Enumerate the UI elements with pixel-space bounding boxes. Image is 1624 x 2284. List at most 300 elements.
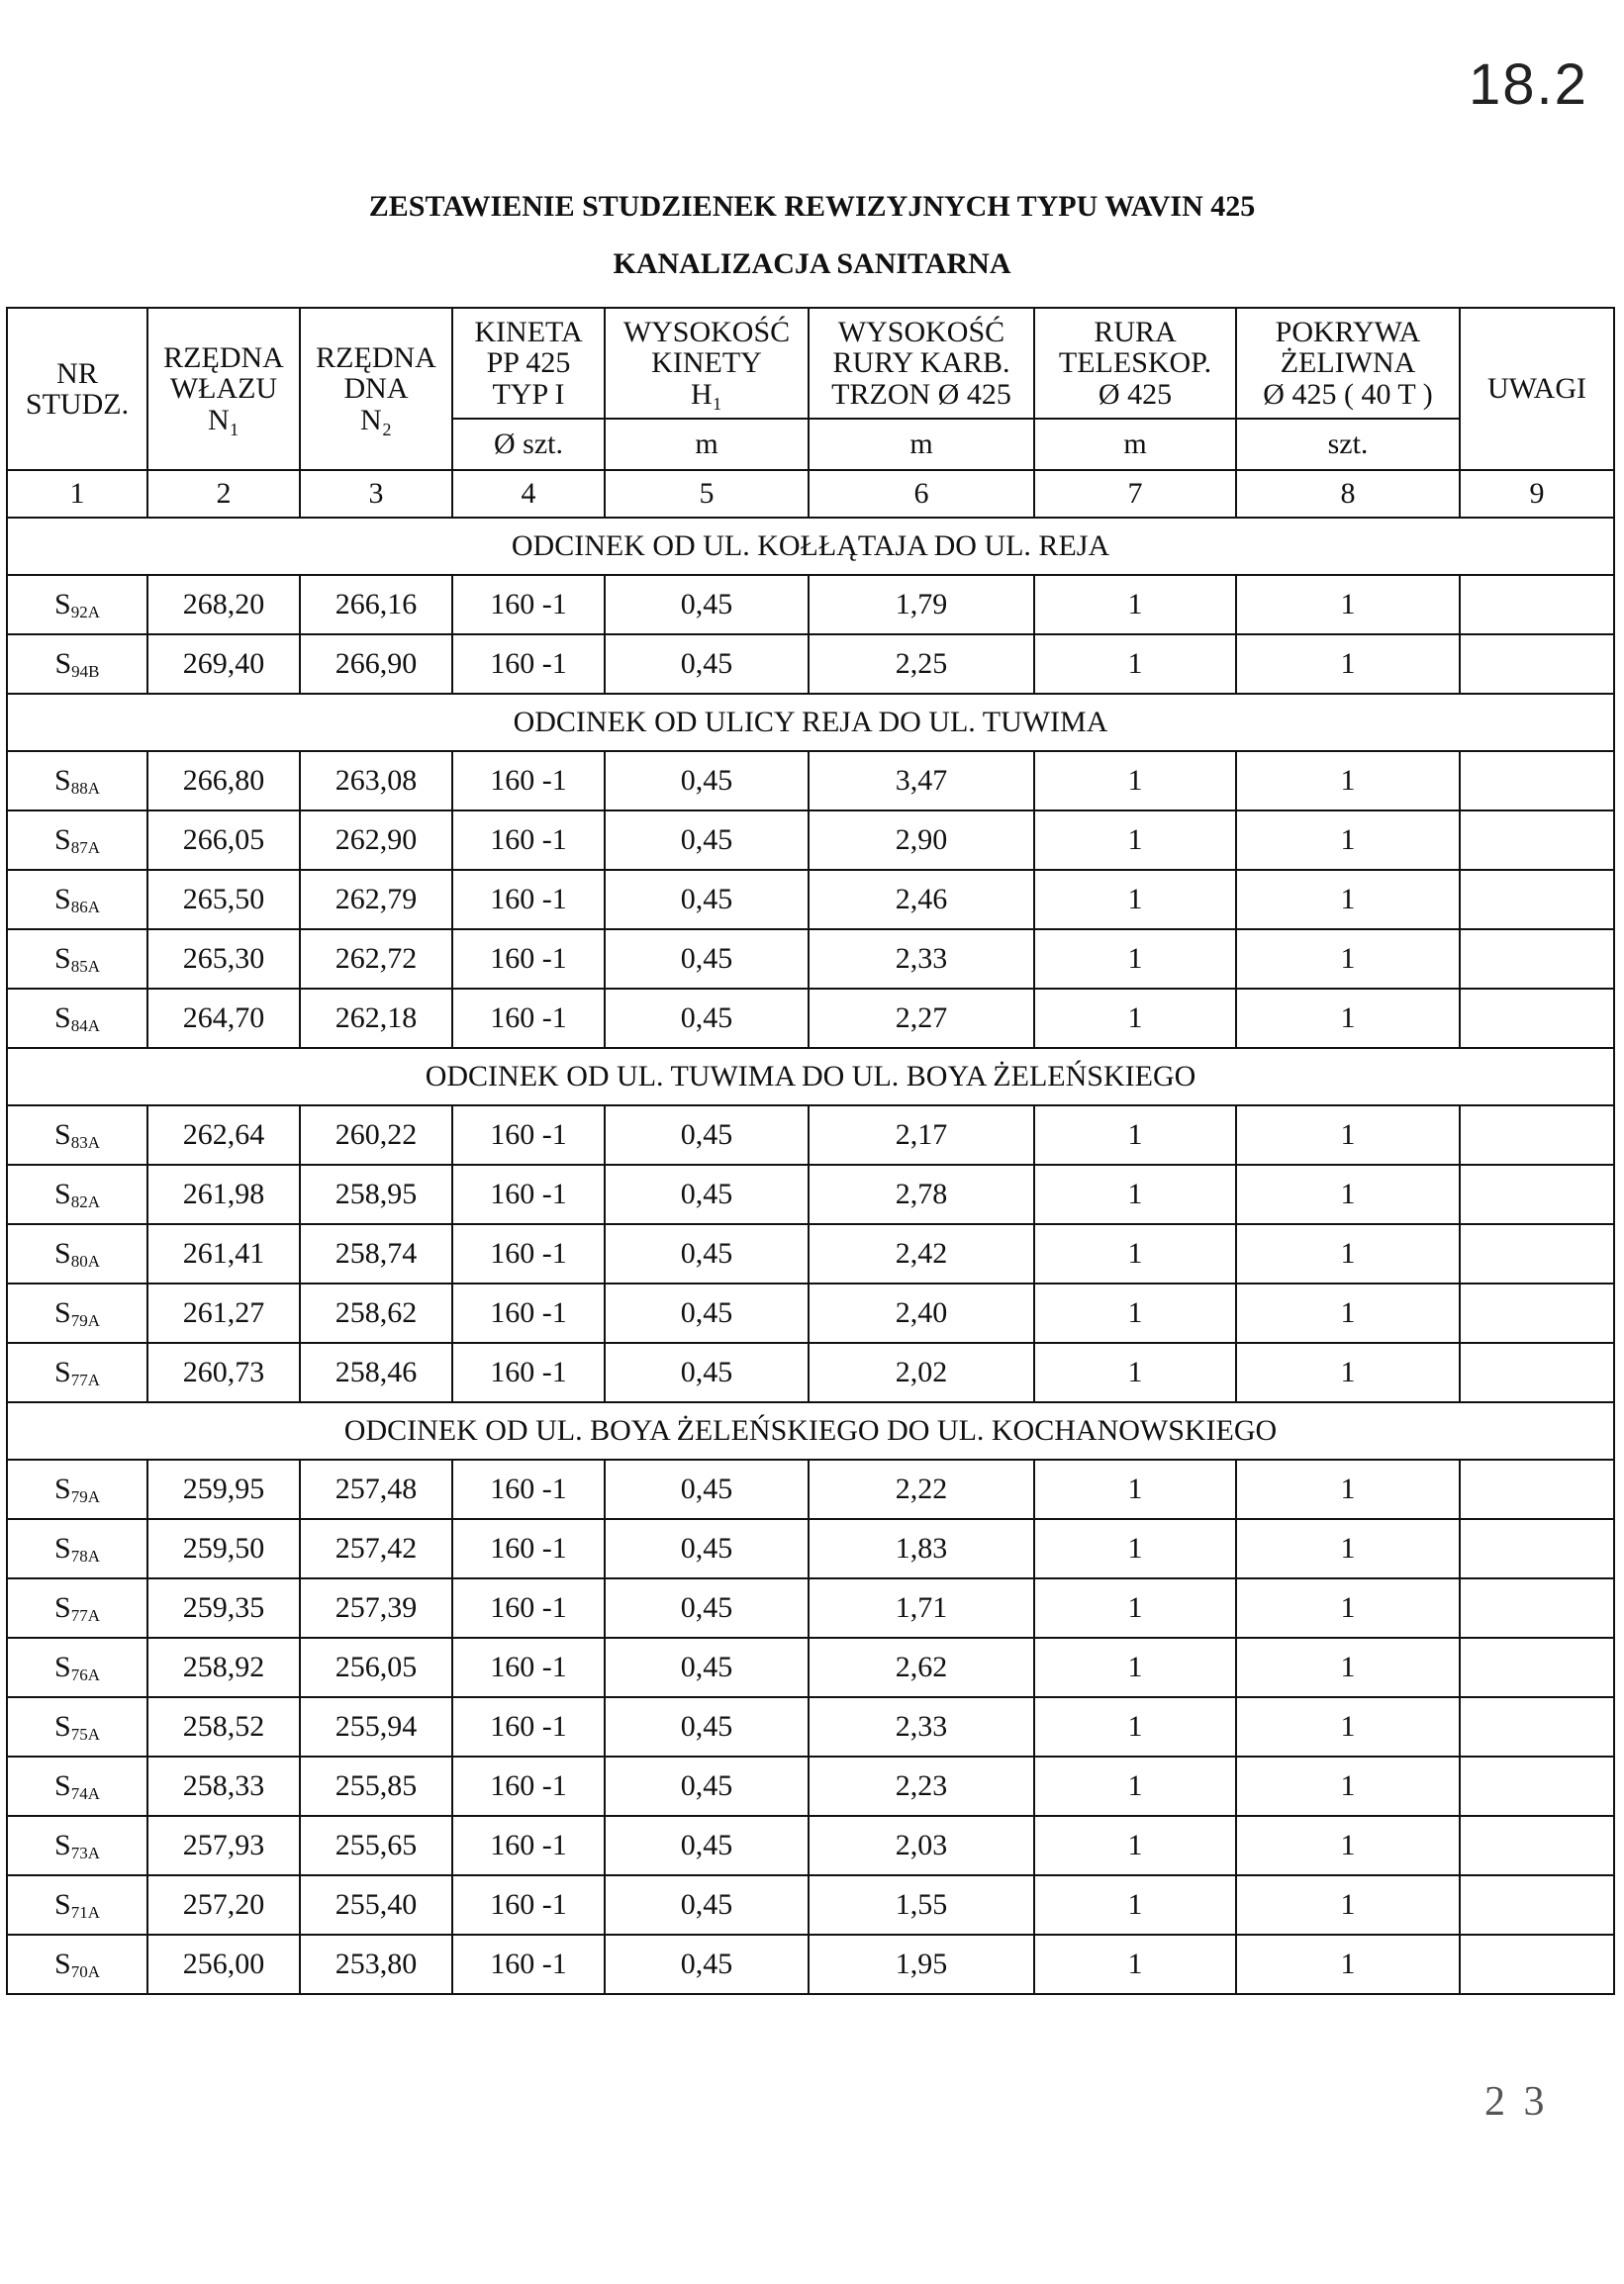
wysokosc-rury-cell: 2,23 [809,1757,1034,1816]
rzedna-dna-cell: 255,85 [300,1757,452,1816]
rzedna-dna-cell: 262,72 [300,929,452,989]
section-header-row [7,518,1614,575]
rzedna-dna-cell: 256,05 [300,1638,452,1697]
kineta-cell: 160 -1 [452,1224,605,1284]
header-line: UWAGI [1487,372,1586,406]
wysokosc-kinety-cell: 0,45 [605,1816,809,1875]
header-rzedna-dna [300,308,452,470]
uwagi-cell [1460,1519,1614,1578]
rzedna-dna-cell: 263,08 [300,751,452,810]
rura-teleskop-cell: 1 [1034,1519,1236,1578]
header-line: NR [56,356,98,390]
header-wysokosc-kinety [605,308,809,419]
uwagi-cell [1460,751,1614,810]
rzedna-dna-cell: 258,74 [300,1224,452,1284]
table-row [7,1165,1614,1224]
manhole-id-cell [7,1816,147,1875]
manhole-id-subscript: 77A [70,1370,100,1389]
kineta-cell: 160 -1 [452,1519,605,1578]
pokrywa-cell: 1 [1236,810,1460,870]
pokrywa-cell: 1 [1236,1935,1460,1994]
manhole-id-subscript: 88A [70,778,100,798]
rzedna-wlazu-cell: 261,27 [147,1284,300,1343]
header-line: POKRYWA [1275,315,1421,348]
pokrywa-cell: 1 [1236,1284,1460,1343]
rzedna-dna-cell: 255,94 [300,1697,452,1757]
wysokosc-kinety-cell: 0,45 [605,1165,809,1224]
uwagi-cell [1460,1165,1614,1224]
wysokosc-rury-cell: 1,71 [809,1578,1034,1638]
header-line: RZĘDNA [163,340,284,374]
rzedna-dna-cell: 262,18 [300,989,452,1048]
unit-h1: m [605,419,809,470]
manhole-id-letter: S [54,1355,71,1388]
wysokosc-rury-cell: 2,62 [809,1638,1034,1697]
rura-teleskop-cell: 1 [1034,929,1236,989]
rzedna-wlazu-cell: 265,30 [147,929,300,989]
uwagi-cell [1460,575,1614,634]
table-row [7,1757,1614,1816]
document-subtitle: KANALIZACJA SANITARNA [613,247,1011,280]
wysokosc-rury-cell: 2,25 [809,634,1034,694]
rura-teleskop-cell: 1 [1034,1935,1236,1994]
column-number: 9 [1460,470,1614,518]
manhole-id-subscript: 83A [70,1132,100,1152]
pokrywa-cell: 1 [1236,634,1460,694]
unit-teleskop: m [1034,419,1236,470]
pokrywa-cell: 1 [1236,1460,1460,1519]
header-line: N₁ [207,403,240,436]
section-title: ODCINEK OD ULICY REJA DO UL. TUWIMA [7,694,1614,751]
column-number: 5 [605,470,809,518]
manhole-id-cell [7,634,147,694]
wysokosc-rury-cell: 2,40 [809,1284,1034,1343]
manhole-id-cell [7,1578,147,1638]
header-line: WYSOKOŚĆ [622,315,791,348]
kineta-cell: 160 -1 [452,1578,605,1638]
header-pokrywa [1236,308,1460,419]
table-row [7,929,1614,989]
document-title: ZESTAWIENIE STUDZIENEK REWIZYJNYCH TYPU WAVIN 425 [368,190,1256,223]
kineta-cell: 160 -1 [452,1105,605,1165]
column-number: 3 [300,470,452,518]
section-header-row [7,1048,1614,1105]
header-line: KINETA [474,315,583,348]
manhole-id-letter: S [54,1531,71,1565]
uwagi-cell [1460,1935,1614,1994]
rzedna-dna-cell: 257,42 [300,1519,452,1578]
header-line: Ø 425 [1098,377,1173,411]
kineta-cell: 160 -1 [452,575,605,634]
manhole-id-subscript: 75A [70,1724,100,1744]
manhole-id-letter: S [54,1709,71,1743]
manhole-id-cell [7,1935,147,1994]
column-number: 6 [809,470,1034,518]
section-header-row [7,1402,1614,1460]
rura-teleskop-cell: 1 [1034,1757,1236,1816]
pokrywa-cell: 1 [1236,989,1460,1048]
rzedna-dna-cell: 257,39 [300,1578,452,1638]
rzedna-wlazu-cell: 258,52 [147,1697,300,1757]
header-line: H₁ [690,377,723,411]
wysokosc-rury-cell: 2,22 [809,1460,1034,1519]
footer-page-mark: 2 3 [1484,2079,1549,2125]
rzedna-wlazu-cell: 259,95 [147,1460,300,1519]
manhole-id-cell [7,575,147,634]
wysokosc-kinety-cell: 0,45 [605,1343,809,1402]
uwagi-cell [1460,989,1614,1048]
manhole-id-letter: S [54,1828,71,1861]
uwagi-cell [1460,1757,1614,1816]
section-header-row [7,694,1614,751]
header-wysokosc-rury [809,308,1034,419]
manhole-id-letter: S [54,1472,71,1505]
rura-teleskop-cell: 1 [1034,1875,1236,1935]
kineta-cell: 160 -1 [452,1343,605,1402]
pokrywa-cell: 1 [1236,1578,1460,1638]
rura-teleskop-cell: 1 [1034,1816,1236,1875]
rzedna-wlazu-cell: 266,80 [147,751,300,810]
kineta-cell: 160 -1 [452,1816,605,1875]
header-line: TRZON Ø 425 [831,377,1011,411]
manhole-id-letter: S [54,1236,71,1270]
table-row [7,1105,1614,1165]
uwagi-cell [1460,1875,1614,1935]
manhole-id-subscript: 80A [70,1251,100,1271]
rzedna-wlazu-cell: 257,93 [147,1816,300,1875]
rura-teleskop-cell: 1 [1034,1343,1236,1402]
rura-teleskop-cell: 1 [1034,810,1236,870]
rzedna-wlazu-cell: 256,00 [147,1935,300,1994]
rzedna-dna-cell: 262,79 [300,870,452,929]
column-number-row [7,470,1614,518]
rzedna-dna-cell: 255,65 [300,1816,452,1875]
unit-pokrywa: szt. [1236,419,1460,470]
rzedna-dna-cell: 262,90 [300,810,452,870]
kineta-cell: 160 -1 [452,751,605,810]
manhole-id-cell [7,1224,147,1284]
manhole-id-subscript: 84A [70,1015,100,1035]
uwagi-cell [1460,810,1614,870]
table-row [7,751,1614,810]
rura-teleskop-cell: 1 [1034,634,1236,694]
rzedna-dna-cell: 260,22 [300,1105,452,1165]
manhole-id-letter: S [54,1887,71,1921]
wysokosc-kinety-cell: 0,45 [605,1638,809,1697]
rura-teleskop-cell: 1 [1034,1460,1236,1519]
header-line: WYSOKOŚĆ [837,315,1005,348]
section-title: ODCINEK OD UL. BOYA ŻELEŃSKIEGO DO UL. KOCHANOWSKIEGO [7,1402,1614,1460]
manhole-id-letter: S [54,587,71,620]
manhole-id-cell [7,1284,147,1343]
table-row [7,575,1614,634]
pokrywa-cell: 1 [1236,1224,1460,1284]
table-row [7,634,1614,694]
header-line: TELESKOP. [1058,346,1212,380]
manhole-id-cell [7,1105,147,1165]
rura-teleskop-cell: 1 [1034,989,1236,1048]
header-line: RURA [1094,315,1177,348]
wysokosc-kinety-cell: 0,45 [605,870,809,929]
uwagi-cell [1460,1284,1614,1343]
pokrywa-cell: 1 [1236,870,1460,929]
rzedna-dna-cell: 266,16 [300,575,452,634]
uwagi-cell [1460,870,1614,929]
wysokosc-rury-cell: 1,55 [809,1875,1034,1935]
header-line: STUDZ. [25,388,130,421]
manhole-id-cell [7,810,147,870]
rzedna-wlazu-cell: 264,70 [147,989,300,1048]
wysokosc-kinety-cell: 0,45 [605,751,809,810]
wysokosc-rury-cell: 2,17 [809,1105,1034,1165]
wysokosc-kinety-cell: 0,45 [605,1460,809,1519]
rura-teleskop-cell: 1 [1034,1105,1236,1165]
uwagi-cell [1460,1105,1614,1165]
manhole-id-letter: S [54,941,71,975]
wysokosc-kinety-cell: 0,45 [605,1697,809,1757]
pokrywa-cell: 1 [1236,1697,1460,1757]
wysokosc-kinety-cell: 0,45 [605,1578,809,1638]
manhole-id-letter: S [54,1590,71,1624]
manhole-id-subscript: 82A [70,1191,100,1211]
header-line: WŁAZU [169,372,278,406]
wysokosc-kinety-cell: 0,45 [605,810,809,870]
header-line: RURY KARB. [832,346,1010,380]
rzedna-wlazu-cell: 262,64 [147,1105,300,1165]
kineta-cell: 160 -1 [452,1757,605,1816]
wysokosc-kinety-cell: 0,45 [605,1935,809,1994]
wysokosc-kinety-cell: 0,45 [605,1284,809,1343]
rzedna-wlazu-cell: 258,33 [147,1757,300,1816]
kineta-cell: 160 -1 [452,1935,605,1994]
header-nr-studz [7,308,147,470]
wysokosc-kinety-cell: 0,45 [605,1105,809,1165]
wysokosc-rury-cell: 2,02 [809,1343,1034,1402]
manhole-id-letter: S [54,1650,71,1683]
manhole-id-subscript: 71A [70,1902,100,1922]
table-row [7,1875,1614,1935]
manhole-id-cell [7,1638,147,1697]
table-row [7,989,1614,1048]
wysokosc-rury-cell: 3,47 [809,751,1034,810]
rura-teleskop-cell: 1 [1034,1697,1236,1757]
rzedna-dna-cell: 258,46 [300,1343,452,1402]
kineta-cell: 160 -1 [452,870,605,929]
manhole-id-cell [7,1757,147,1816]
kineta-cell: 160 -1 [452,1165,605,1224]
rzedna-wlazu-cell: 260,73 [147,1343,300,1402]
pokrywa-cell: 1 [1236,1816,1460,1875]
manhole-id-letter: S [54,1295,71,1329]
kineta-cell: 160 -1 [452,1638,605,1697]
uwagi-cell [1460,1697,1614,1757]
pokrywa-cell: 1 [1236,929,1460,989]
rzedna-wlazu-cell: 261,98 [147,1165,300,1224]
header-line: N₂ [359,403,393,436]
rura-teleskop-cell: 1 [1034,1578,1236,1638]
column-number: 1 [7,470,147,518]
manhole-schedule-table [6,307,1615,1995]
rzedna-wlazu-cell: 259,50 [147,1519,300,1578]
header-line: Ø 425 ( 40 T ) [1263,377,1433,411]
wysokosc-rury-cell: 2,33 [809,1697,1034,1757]
manhole-id-subscript: 70A [70,1961,100,1981]
header-uwagi [1460,308,1614,470]
rzedna-dna-cell: 253,80 [300,1935,452,1994]
manhole-id-cell [7,1343,147,1402]
rzedna-wlazu-cell: 265,50 [147,870,300,929]
table-row [7,1224,1614,1284]
table-row [7,810,1614,870]
uwagi-cell [1460,1343,1614,1402]
manhole-id-letter: S [54,1000,71,1034]
table-row [7,1638,1614,1697]
rzedna-wlazu-cell: 261,41 [147,1224,300,1284]
rzedna-wlazu-cell: 266,05 [147,810,300,870]
manhole-id-cell [7,1875,147,1935]
wysokosc-rury-cell: 2,42 [809,1224,1034,1284]
table-row [7,1284,1614,1343]
unit-kineta: Ø szt. [452,419,605,470]
pokrywa-cell: 1 [1236,1343,1460,1402]
kineta-cell: 160 -1 [452,1284,605,1343]
rzedna-wlazu-cell: 269,40 [147,634,300,694]
section-title: ODCINEK OD UL. TUWIMA DO UL. BOYA ŻELEŃSKIEGO [7,1048,1614,1105]
rura-teleskop-cell: 1 [1034,575,1236,634]
table-row [7,1816,1614,1875]
column-number: 8 [1236,470,1460,518]
manhole-id-subscript: 78A [70,1546,100,1566]
manhole-id-cell [7,1460,147,1519]
wysokosc-rury-cell: 1,79 [809,575,1034,634]
header-line: TYP I [492,377,565,411]
uwagi-cell [1460,1578,1614,1638]
manhole-id-letter: S [54,882,71,915]
manhole-id-cell [7,1165,147,1224]
wysokosc-kinety-cell: 0,45 [605,1224,809,1284]
rura-teleskop-cell: 1 [1034,751,1236,810]
column-number: 4 [452,470,605,518]
pokrywa-cell: 1 [1236,1638,1460,1697]
header-line: ŻELIWNA [1280,346,1416,380]
rzedna-dna-cell: 258,95 [300,1165,452,1224]
manhole-id-subscript: 92A [70,602,100,621]
manhole-id-letter: S [54,1947,71,1980]
rura-teleskop-cell: 1 [1034,1284,1236,1343]
column-number: 2 [147,470,300,518]
wysokosc-rury-cell: 2,90 [809,810,1034,870]
rura-teleskop-cell: 1 [1034,1224,1236,1284]
wysokosc-kinety-cell: 0,45 [605,929,809,989]
uwagi-cell [1460,1816,1614,1875]
wysokosc-kinety-cell: 0,45 [605,1519,809,1578]
manhole-id-subscript: 74A [70,1783,100,1803]
header-rzedna-wlazu [147,308,300,470]
manhole-id-letter: S [54,1768,71,1802]
wysokosc-rury-cell: 2,03 [809,1816,1034,1875]
table-row [7,1935,1614,1994]
manhole-id-letter: S [54,646,72,680]
header-line: DNA [343,372,409,406]
pokrywa-cell: 1 [1236,1105,1460,1165]
rzedna-dna-cell: 257,48 [300,1460,452,1519]
wysokosc-rury-cell: 2,33 [809,929,1034,989]
rzedna-wlazu-cell: 259,35 [147,1578,300,1638]
unit-rura: m [809,419,1034,470]
pokrywa-cell: 1 [1236,1875,1460,1935]
wysokosc-kinety-cell: 0,45 [605,634,809,694]
manhole-id-cell [7,1697,147,1757]
manhole-id-letter: S [54,763,71,797]
wysokosc-kinety-cell: 0,45 [605,575,809,634]
manhole-id-subscript: 76A [70,1665,100,1684]
header-line: RZĘDNA [316,340,436,374]
table-row [7,1343,1614,1402]
table-row [7,1578,1614,1638]
uwagi-cell [1460,1460,1614,1519]
uwagi-cell [1460,929,1614,989]
manhole-id-subscript: 85A [70,956,100,976]
kineta-cell: 160 -1 [452,810,605,870]
rura-teleskop-cell: 1 [1034,1165,1236,1224]
manhole-id-letter: S [54,1177,71,1210]
rzedna-dna-cell: 266,90 [300,634,452,694]
kineta-cell: 160 -1 [452,929,605,989]
table-row [7,1697,1614,1757]
uwagi-cell [1460,1638,1614,1697]
rzedna-wlazu-cell: 257,20 [147,1875,300,1935]
pokrywa-cell: 1 [1236,1165,1460,1224]
manhole-id-letter: S [54,822,71,856]
wysokosc-rury-cell: 1,83 [809,1519,1034,1578]
manhole-id-subscript: 87A [70,837,100,857]
manhole-id-subscript: 73A [70,1843,100,1862]
rzedna-wlazu-cell: 258,92 [147,1638,300,1697]
header-line: PP 425 [486,346,571,380]
rzedna-dna-cell: 258,62 [300,1284,452,1343]
uwagi-cell [1460,634,1614,694]
kineta-cell: 160 -1 [452,989,605,1048]
table-row [7,1519,1614,1578]
wysokosc-rury-cell: 2,78 [809,1165,1034,1224]
kineta-cell: 160 -1 [452,1697,605,1757]
page-number: 18.2 [1469,52,1588,117]
manhole-id-cell [7,870,147,929]
manhole-id-subscript: 79A [70,1486,100,1506]
table-row [7,870,1614,929]
manhole-id-subscript: 79A [70,1310,100,1330]
header-rura-teleskop [1034,308,1236,419]
header-row [7,308,1614,419]
table-row [7,1460,1614,1519]
kineta-cell: 160 -1 [452,1875,605,1935]
manhole-id-cell [7,989,147,1048]
wysokosc-kinety-cell: 0,45 [605,989,809,1048]
wysokosc-rury-cell: 1,95 [809,1935,1034,1994]
manhole-id-subscript: 86A [70,897,100,916]
manhole-id-subscript: 94B [71,661,100,681]
manhole-id-cell [7,929,147,989]
section-title: ODCINEK OD UL. KOŁŁĄTAJA DO UL. REJA [7,518,1614,575]
uwagi-cell [1460,1224,1614,1284]
pokrywa-cell: 1 [1236,1757,1460,1816]
header-line: KINETY [651,346,762,380]
kineta-cell: 160 -1 [452,634,605,694]
wysokosc-kinety-cell: 0,45 [605,1875,809,1935]
rzedna-dna-cell: 255,40 [300,1875,452,1935]
rura-teleskop-cell: 1 [1034,870,1236,929]
column-number: 7 [1034,470,1236,518]
